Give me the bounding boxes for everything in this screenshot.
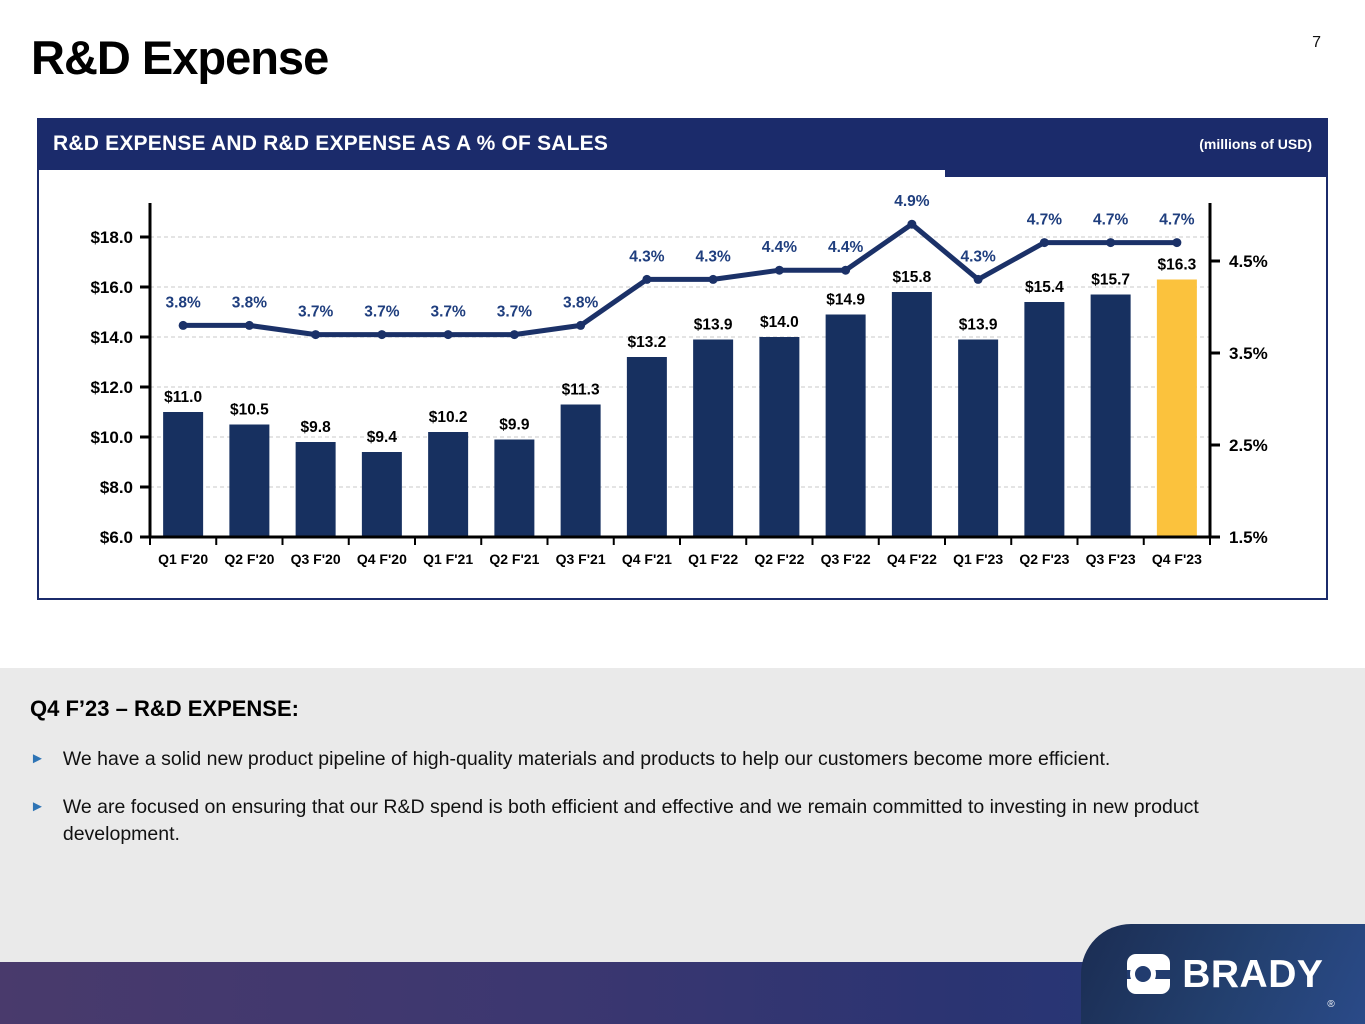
line-point bbox=[510, 330, 519, 339]
line-point bbox=[1040, 238, 1049, 247]
bar-value-label: $9.8 bbox=[300, 419, 331, 436]
pct-label: 4.3% bbox=[629, 248, 665, 266]
y-axis-left-label: $12.0 bbox=[90, 378, 133, 397]
line-point bbox=[311, 330, 320, 339]
line-point bbox=[642, 275, 651, 284]
x-tick-label: Q3 F'22 bbox=[820, 551, 871, 567]
bar bbox=[958, 340, 998, 538]
y-axis-right-label: 3.5% bbox=[1229, 344, 1268, 363]
bullet-arrow-icon: ► bbox=[30, 750, 45, 767]
bar bbox=[229, 425, 269, 538]
x-tick-label: Q4 F'22 bbox=[886, 551, 937, 567]
line-point bbox=[1106, 238, 1115, 247]
bar bbox=[826, 315, 866, 538]
line-point bbox=[709, 275, 718, 284]
y-axis-right-label: 1.5% bbox=[1229, 528, 1268, 547]
chart-unit-note: (millions of USD) bbox=[1199, 136, 1312, 152]
bullet-text: We have a solid new product pipeline of high-quality materials and products to help our customers become more efficient. bbox=[62, 748, 1111, 770]
pct-label: 3.8% bbox=[165, 294, 201, 312]
bar bbox=[1091, 295, 1131, 538]
bar-value-label: $13.2 bbox=[627, 334, 667, 351]
pct-label: 4.3% bbox=[960, 248, 996, 266]
bullet-item bbox=[30, 794, 1330, 848]
bar bbox=[561, 405, 601, 538]
brady-logo-icon bbox=[1127, 954, 1170, 994]
bar-value-label: $15.4 bbox=[1024, 279, 1064, 296]
pct-label: 4.4% bbox=[827, 239, 864, 257]
x-tick-label: Q3 F'23 bbox=[1085, 551, 1136, 567]
line-point bbox=[179, 321, 188, 330]
brady-icon-ring bbox=[1130, 961, 1156, 987]
bar-value-label: $14.9 bbox=[826, 291, 866, 309]
line-point bbox=[377, 330, 386, 339]
bar-value-label: $16.3 bbox=[1157, 256, 1197, 274]
brand-block bbox=[1081, 924, 1365, 1024]
chart-header bbox=[37, 118, 1328, 170]
line-point bbox=[576, 321, 585, 330]
bar-value-label: $15.7 bbox=[1091, 271, 1131, 289]
bar bbox=[296, 442, 336, 537]
bar-value-label: $10.2 bbox=[428, 409, 468, 426]
pct-label: 3.7% bbox=[364, 303, 400, 321]
pct-label: 4.9% bbox=[894, 193, 930, 211]
slide-title: R&D Expense bbox=[31, 31, 329, 84]
x-tick-label: Q2 F'22 bbox=[754, 551, 805, 567]
pct-label: 4.7% bbox=[1092, 211, 1129, 229]
line-point bbox=[974, 275, 983, 284]
bar-value-label: $11.3 bbox=[561, 381, 600, 399]
bar bbox=[1157, 280, 1197, 538]
chart-card bbox=[37, 118, 1328, 600]
y-axis-right-label: 2.5% bbox=[1229, 436, 1268, 455]
bar bbox=[759, 337, 799, 537]
x-tick-label: Q2 F'21 bbox=[489, 551, 540, 567]
bar bbox=[1024, 302, 1064, 537]
bar-value-label: $9.4 bbox=[366, 429, 397, 446]
pct-label: 3.7% bbox=[430, 303, 466, 321]
bullet-item bbox=[30, 746, 1330, 773]
x-tick-label: Q3 F'21 bbox=[555, 551, 606, 567]
y-axis-left-label: $8.0 bbox=[99, 478, 133, 497]
bar bbox=[693, 340, 733, 538]
line-point bbox=[841, 266, 850, 275]
y-axis-left-label: $18.0 bbox=[90, 228, 133, 247]
y-axis-left-label: $16.0 bbox=[90, 278, 133, 297]
commentary-heading: Q4 F’23 – R&D EXPENSE: bbox=[30, 696, 299, 721]
x-tick-label: Q1 F'23 bbox=[953, 551, 1004, 567]
brand-wordmark: BRADY bbox=[1182, 952, 1324, 996]
bar-value-label: $10.5 bbox=[229, 401, 269, 419]
bar-value-label: $14.0 bbox=[759, 314, 799, 331]
pct-label: 4.4% bbox=[761, 239, 798, 257]
x-tick-label: Q4 F'23 bbox=[1151, 551, 1202, 567]
bar bbox=[494, 440, 534, 538]
x-tick-label: Q1 F'20 bbox=[158, 551, 209, 567]
y-axis-left-label: $6.0 bbox=[99, 528, 133, 547]
line-point bbox=[245, 321, 254, 330]
x-tick-label: Q1 F'21 bbox=[423, 551, 474, 567]
x-tick-label: Q3 F'20 bbox=[290, 551, 341, 567]
bar bbox=[892, 292, 932, 537]
bar-value-label: $13.9 bbox=[693, 316, 733, 334]
pct-label: 4.7% bbox=[1026, 211, 1063, 229]
bullet-arrow-icon: ► bbox=[30, 798, 45, 815]
pct-label: 4.7% bbox=[1159, 211, 1195, 229]
bar-value-label: $9.9 bbox=[499, 416, 530, 434]
pct-label: 4.3% bbox=[695, 248, 731, 266]
bar-value-label: $13.9 bbox=[958, 316, 998, 334]
bar bbox=[627, 357, 667, 537]
x-tick-label: Q1 F'22 bbox=[688, 551, 739, 567]
y-axis-left-label: $14.0 bbox=[90, 328, 133, 347]
pct-label: 3.7% bbox=[496, 303, 533, 321]
registered-trademark: ® bbox=[1327, 999, 1335, 1010]
line-point bbox=[1172, 238, 1181, 247]
bullet-text: We are focused on ensuring that our R&D spend is both efficient and effective and we remain committed to investing in new product development. bbox=[62, 796, 1199, 845]
line-point bbox=[907, 220, 916, 229]
bar-value-label: $15.8 bbox=[892, 269, 932, 286]
x-tick-label: Q4 F'21 bbox=[621, 551, 672, 567]
bar bbox=[163, 412, 203, 537]
bar-value-label: $11.0 bbox=[164, 389, 203, 406]
page-number: 7 bbox=[1312, 34, 1321, 51]
y-axis-left-label: $10.0 bbox=[90, 428, 133, 447]
line-point bbox=[775, 266, 784, 275]
chart-plot-area bbox=[39, 170, 1326, 598]
pct-label: 3.8% bbox=[562, 294, 599, 312]
chart-header-title: R&D EXPENSE AND R&D EXPENSE AS A % OF SALES bbox=[53, 132, 609, 155]
x-tick-label: Q2 F'23 bbox=[1019, 551, 1070, 567]
commentary-section bbox=[0, 668, 1365, 962]
bar bbox=[428, 432, 468, 537]
combo-chart bbox=[39, 170, 1326, 598]
bar bbox=[362, 452, 402, 537]
pct-label: 3.8% bbox=[231, 294, 268, 312]
x-tick-label: Q4 F'20 bbox=[356, 551, 407, 567]
line-point bbox=[444, 330, 453, 339]
y-axis-right-label: 4.5% bbox=[1229, 252, 1268, 271]
pct-label: 3.7% bbox=[297, 303, 334, 321]
x-tick-label: Q2 F'20 bbox=[224, 551, 275, 567]
